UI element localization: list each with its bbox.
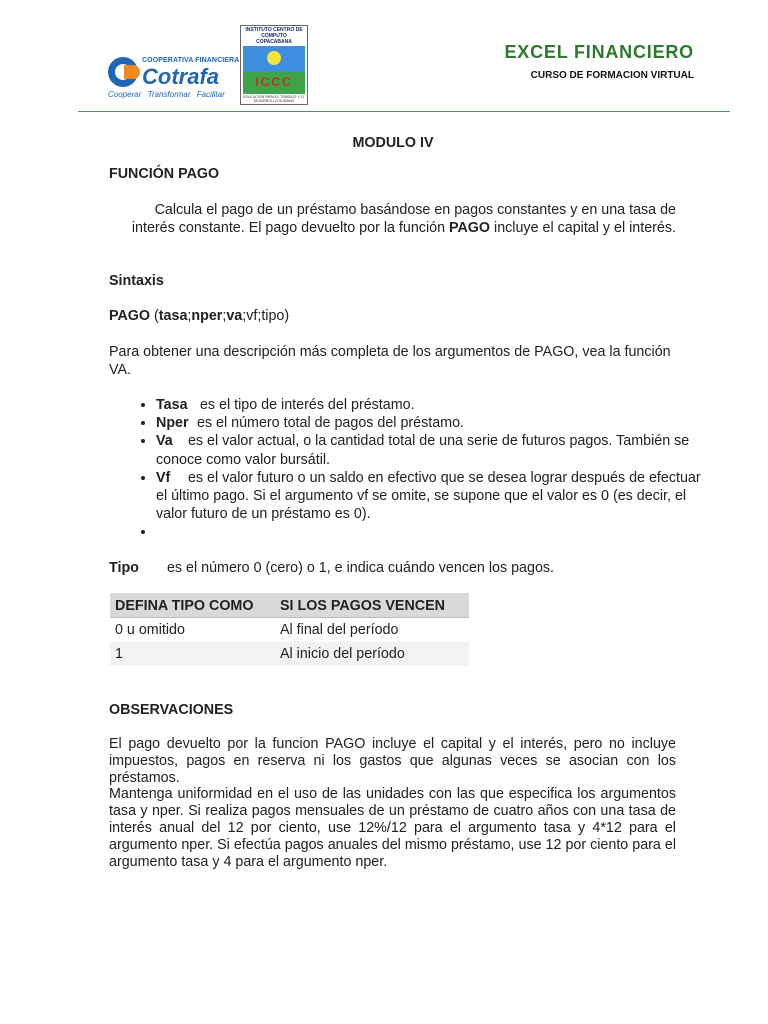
syntax-arg-tasa: tasa (158, 308, 188, 324)
table-header: DEFINA TIPO COMO (110, 593, 275, 618)
arg-name: Va (156, 433, 173, 450)
iccc-title: INSTITUTO CENTRO DE COMPUTO COPACABANA (245, 27, 303, 45)
table-row (110, 618, 469, 643)
document-brand-title: EXCEL FINANCIERO (504, 42, 694, 62)
document-brand-subtitle: CURSO DE FORMACION VIRTUAL (530, 70, 694, 81)
syntax-fn: PAGO (109, 308, 151, 324)
table-header: SI LOS PAGOS VENCEN (275, 593, 469, 618)
iccc-footer: EDUCACION PARA EL TRABAJO Y EL DESARROLLO HUMANO (243, 95, 305, 103)
tipo-table (110, 593, 469, 666)
intro-text-b: incluye el capital y el interés. (490, 220, 676, 236)
arg-name: Tasa (156, 397, 188, 413)
iccc-letters: ICCC (255, 75, 293, 89)
module-heading: MODULO IV (352, 135, 434, 151)
list-item (156, 432, 701, 468)
list-item (156, 414, 701, 432)
syntax-arg-nper: nper (191, 308, 223, 324)
cotrafa-tagline: COOPERATIVA FINANCIERA (142, 57, 240, 64)
tipo-text: es el número 0 (cero) o 1, e indica cuándo vencen los pagos. (166, 560, 555, 576)
sun-icon (267, 51, 281, 65)
observation-paragraph: Mantenga uniformidad en el uso de las unidades con las que especifica los argumentos tasa y nper. Si realiza pagos mensuales de un préstamo de cuatro años con una tasa de interés anual del 12 por ciento, use 12%/12 para el argumento tasa y 4*12 para el argumento nper. Si efectúa pagos anuales del mismo préstamo, use 12 por ciento para el argumento tasa y 4 para el argumento nper. (109, 786, 676, 870)
syntax-sep: ; (187, 308, 192, 324)
list-item (156, 396, 701, 414)
table-cell: 1 (110, 642, 275, 666)
arg-text: es el valor futuro o un saldo en efectivo que se desea lograr después de efectuar el último pago. Si el argumento vf se omite, se supone que el valor es 0 (es decir, el valor futuro de un préstamo es 0). (156, 469, 701, 523)
intro-paragraph (109, 201, 676, 237)
observation-paragraph: El pago devuelto por la funcion PAGO incluye el capital y el interés, pero no incluye impuestos, pagos en reserva ni los gastos que algunas veces se asocian con los préstamos. (109, 736, 676, 786)
syntax-arg-va: va (226, 308, 243, 324)
cotrafa-logo-accent (124, 65, 140, 79)
tipo-line (109, 559, 554, 577)
table-cell: Al final del período (280, 622, 399, 638)
cotrafa-name: Cotrafa (142, 64, 220, 89)
table-cell: 0 u omitido (115, 622, 185, 638)
tipo-name: Tipo (109, 560, 139, 576)
arguments-list (131, 396, 701, 542)
arg-name: Vf (156, 469, 171, 486)
arg-text: es el número total de pagos del préstamo. (196, 415, 465, 432)
observations-heading: OBSERVACIONES (109, 702, 234, 718)
observations-body (109, 736, 676, 870)
table-cell: Al inicio del período (275, 642, 469, 666)
arg-text: es el tipo de interés del préstamo. (199, 397, 415, 413)
syntax-heading: Sintaxis (109, 273, 164, 289)
cotrafa-slogan: Cooperar Transformar Facilitar (108, 90, 225, 99)
iccc-logo (240, 25, 308, 105)
header-divider (78, 111, 730, 112)
table-header-row (110, 593, 469, 618)
iccc-field (243, 72, 305, 94)
syntax-open: ( (150, 308, 159, 324)
description-paragraph: Para obtener una descripción más completa de los argumentos de PAGO, vea la función VA. (109, 344, 671, 378)
syntax-line (109, 307, 289, 325)
syntax-rest: ;vf;tipo) (242, 308, 290, 324)
function-title: FUNCIÓN PAGO (109, 166, 220, 182)
iccc-sky (243, 46, 305, 72)
intro-text-a: Calcula el pago de un préstamo basándose en pagos constantes y en una tasa de interés constante. El pago devuelto por la función (131, 202, 676, 236)
arg-name: Nper (156, 415, 189, 432)
list-item (156, 469, 701, 524)
cotrafa-logo (108, 55, 240, 103)
list-item-empty (156, 523, 701, 541)
syntax-sep: ; (222, 308, 227, 324)
arg-text: es el valor actual, o la cantidad total de una serie de futuros pagos. También se conoce como valor bursátil. (156, 433, 690, 468)
intro-bold: PAGO (449, 220, 491, 236)
table-row (110, 642, 469, 666)
